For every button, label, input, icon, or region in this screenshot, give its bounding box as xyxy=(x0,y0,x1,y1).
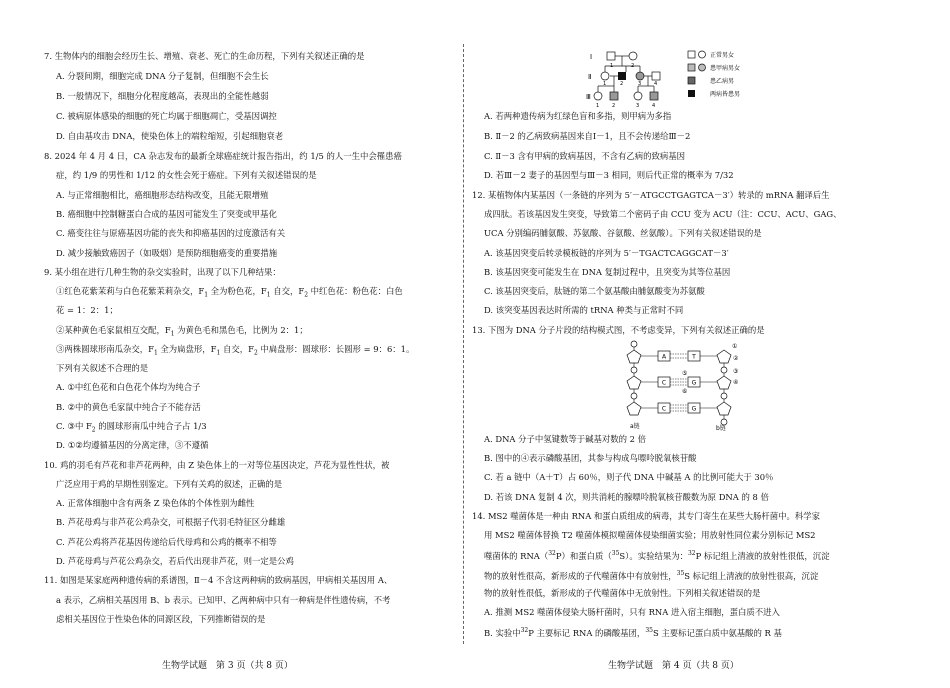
dna-base: C xyxy=(661,379,667,387)
strand-a-label: a链 xyxy=(630,423,640,430)
phosphate-left xyxy=(631,393,637,399)
q7-option-b: B. 一般情况下，细胞分化程度越高，表现出的全能性越弱 xyxy=(56,91,269,101)
q13-stem: 13. 下图为 DNA 分子片段的结构模式图，不考虑变异，下列有关叙述正确的是 xyxy=(472,325,765,335)
q14-stem-2: 用 MS2 噬菌体替换 T2 噬菌体模拟噬菌体侵染细菌实验；用放射性同位素分别标记 MS2 xyxy=(484,530,816,540)
right-page xyxy=(472,0,876,688)
pedigree-III-1 xyxy=(594,92,602,100)
q10-option-a: A. 正常体细胞中含有两条 Z 染色体的个体性别为雌性 xyxy=(56,498,255,508)
phosphate-right xyxy=(721,393,727,399)
q12-stem-1: 12. 某植物体内某基因（一条链的序列为 5′－ATGCCTGAGTCA－3′）转录的 mRNA 翻译后生 xyxy=(472,190,830,200)
pedigree-III-4 xyxy=(650,92,658,100)
pedigree-chart xyxy=(588,48,788,108)
q10-stem-1: 10. 鸡的羽毛有芦花和非芦花两种，由 Z 染色体上的一对等位基因决定，芦花为显性性状，被 xyxy=(44,460,390,470)
dna-number: ④ xyxy=(733,379,739,386)
q9-stem: 9. 某小组在进行几种生物的杂交实验时，出现了以下几种结果： xyxy=(44,267,281,277)
pedigree-num: 1 xyxy=(603,81,607,87)
dna-number: ① xyxy=(732,343,738,350)
pedigree-III-3 xyxy=(634,92,642,100)
q9-option-d: D. ①②均遵循基因的分离定律，③不遵循 xyxy=(56,440,209,450)
sugar-right xyxy=(717,402,731,415)
q11-option-d: D. 若Ⅲ－2 妻子的基因型与Ⅲ－3 相同，则后代正常的概率为 7/32 xyxy=(484,170,734,180)
q12-stem-3: UCA 分别编码脯氨酸、苏氨酸、谷氨酸、丝氨酸）。下列有关叙述错误的是 xyxy=(484,228,762,238)
pedigree-II-4 xyxy=(652,72,660,80)
q8-option-c: C. 癌变往往与原癌基因功能的丧失和抑癌基因的过度激活有关 xyxy=(56,228,286,238)
q14-option-a: A. 推测 MS2 噬菌体侵染大肠杆菌时，只有 RNA 进入宿主细胞，蛋白质不进入 xyxy=(484,607,780,617)
q9-option-c: C. ③中 $F_2$ 的圆球形南瓜中纯合子占 1/3 xyxy=(56,421,207,434)
page-footer-left: 生物学试题 第 3 页（共 8 页） xyxy=(162,661,293,671)
pedigree-gen-1-label: Ⅰ xyxy=(590,53,593,61)
q10-option-d: D. 芦花母鸡与芦花公鸡杂交，若后代出现非芦花，则一定是公鸡 xyxy=(56,556,294,566)
column-divider xyxy=(463,44,464,644)
q9-result-1-cont: 花 = 1：2：1； xyxy=(56,305,118,315)
q9-ask: 下列有关叙述不合理的是 xyxy=(56,363,149,373)
q7-option-c: C. 被病原体感染的细胞的死亡均属于细胞凋亡，受基因调控 xyxy=(56,111,277,121)
sugar-right xyxy=(717,376,731,389)
q7-option-a: A. 分裂间期，细胞完成 DNA 分子复制，但细胞不会生长 xyxy=(56,71,269,81)
legend-label: 两病皆患男 xyxy=(710,91,741,98)
q11-stem-2: a 表示，乙病相关基因用 B、b 表示。已知甲、乙两种病中只有一种病是伴性遗传病，不考 xyxy=(56,595,391,605)
q9-option-b: B. ②中的黄色毛家鼠中纯合子不能存活 xyxy=(56,402,201,412)
left-page xyxy=(44,0,442,688)
legend-label: 正常男女 xyxy=(710,52,735,59)
dna-diagram xyxy=(620,338,740,430)
legend-normal-female xyxy=(699,51,706,58)
q9-result-3: ③两株圆球形南瓜杂交，$F_1$ 全为扁盘形，$F_1$ 自交，$F_2$ 中扁盘形：圆球形：长圆形 = 9：6：1。 xyxy=(56,344,415,357)
q12-option-a: A. 该基因突变后转录模板链的序列为 5′－TGACTCAGGCAT－3′ xyxy=(484,248,729,258)
pedigree-num: 2 xyxy=(612,103,616,109)
dna-base: G xyxy=(691,379,697,387)
q13-option-d: D. 若该 DNA 复制 4 次，则共消耗的腺嘌呤脱氧核苷酸数为原 DNA 的 8 倍 xyxy=(484,492,769,502)
q12-option-b: B. 该基因突变可能发生在 DNA 复制过程中，且突变为其等位基因 xyxy=(484,267,731,277)
q14-stem-3: 噬菌体的 RNA（$^{32}$P）和蛋白质（$^{35}$S）。实验结果为：$^{32}$P 标记组上清液的放射性很低，沉淀 xyxy=(484,550,830,561)
q8-option-d: D. 减少接触致癌因子（如吸烟）是预防细胞癌变的重要措施 xyxy=(56,248,278,258)
q12-option-d: D. 该突变基因表达时所需的 tRNA 种类与正常时不同 xyxy=(484,305,684,315)
q7-option-d: D. 自由基攻击 DNA，使染色体上的端粒缩短，引起细胞衰老 xyxy=(56,131,284,141)
q8-option-a: A. 与正常细胞相比，癌细胞形态结构改变，且能无限增殖 xyxy=(56,190,269,200)
q14-stem-1: 14. MS2 噬菌体是一种由 RNA 和蛋白质组成的病毒，其专门寄生在某些大肠杆菌中。科学家 xyxy=(472,511,821,521)
page-footer-right: 生物学试题 第 4 页（共 8 页） xyxy=(608,661,739,671)
sugar-left xyxy=(627,350,641,363)
legend-label: 患甲病男女 xyxy=(710,65,741,72)
q11-option-a: A. 若两种遗传病为红绿色盲和多指，则甲病为多指 xyxy=(484,111,672,121)
legend-a-male xyxy=(688,64,695,71)
dna-number: ③ xyxy=(733,368,739,375)
sugar-right xyxy=(717,350,731,363)
pedigree-num: 1 xyxy=(610,63,614,69)
sugar-left xyxy=(627,376,641,389)
legend-a-female xyxy=(699,64,706,71)
strand-b-label: b链 xyxy=(716,425,726,432)
q11-option-b: B. Ⅱ－2 的乙病致病基因来自Ⅰ－1，且不会传递给Ⅲ－2 xyxy=(484,131,691,141)
legend-normal-male xyxy=(688,51,695,58)
q14-stem-4: 物的放射性很高，新形成的子代噬菌体中有放射性，$^{35}$S 标记组上清液的放射性很高，沉淀 xyxy=(484,570,819,581)
q12-stem-2: 成四肽。若该基因发生突变，导致第二个密码子由 CCU 变为 ACU（注：CCU、ACU、GAG、 xyxy=(484,209,842,219)
dna-base: A xyxy=(661,353,667,361)
q9-result-2: ②某种黄色毛家鼠相互交配，$F_1$ 为黄色毛和黑色毛，比例为 2：1； xyxy=(56,325,308,338)
q12-option-c: C. 该基因突变后，肽链的第二个氨基酸由脯氨酸变为苏氨酸 xyxy=(484,286,705,296)
phosphate-right xyxy=(721,367,727,373)
pedigree-II-3 xyxy=(636,72,644,80)
q14-stem-5: 物的放射性很低，新形成的子代噬菌体中无放射性。下列相关叙述错误的是 xyxy=(484,588,761,598)
pedigree-num: 3 xyxy=(638,81,642,87)
dna-number: ② xyxy=(733,355,739,362)
pedigree-num: 2 xyxy=(620,81,624,87)
dna-number: ⑤ xyxy=(682,370,688,377)
dna-base: C xyxy=(661,405,667,413)
pedigree-III-2 xyxy=(610,92,618,100)
q11-stem-3: 虑相关基因位于性染色体的同源区段，下列推断错误的是 xyxy=(56,614,266,624)
pedigree-num: 4 xyxy=(654,81,658,87)
q7-stem: 7. 生物体内的细胞会经历生长、增殖、衰老、死亡的生命历程，下列有关叙述正确的是 xyxy=(44,51,365,61)
dna-base: T xyxy=(692,353,696,361)
pedigree-num: 4 xyxy=(652,103,656,109)
q8-stem-2: 症，约 1/9 的男性和 1/12 的女性会死于癌症。下列有关叙述错误的是 xyxy=(56,170,317,180)
pedigree-II-2 xyxy=(618,72,626,80)
legend-label: 患乙病男 xyxy=(710,78,735,85)
q9-result-1: ①红色花紫茉莉与白色花紫茉莉杂交，$F_1$ 全为粉色花，$F_1$ 自交，$F_2$ 中红色花：粉色花：白色 xyxy=(56,286,403,299)
q8-stem-1: 8. 2024 年 4 月 4 日，CA 杂志发布的最新全球癌症统计报告指出，约 1/5 的人一生中会罹患癌 xyxy=(44,151,402,161)
dna-number: ⑥ xyxy=(682,388,688,395)
q10-option-c: C. 芦花公鸡将芦花基因传递给后代母鸡和公鸡的概率不相等 xyxy=(56,537,277,547)
q13-option-b: B. 图中的④表示磷酸基团，其参与构成鸟嘌呤脱氧核苷酸 xyxy=(484,453,697,463)
legend-b-male xyxy=(688,77,695,84)
q11-stem-1: 11. 如图是某家庭两种遗传病的系谱图，Ⅱ－4 不含这两种病的致病基因，甲病相关基因用 A、 xyxy=(44,575,393,585)
pedigree-num: 1 xyxy=(596,103,600,109)
pedigree-I-2 xyxy=(629,52,637,60)
legend-both-male xyxy=(688,90,695,97)
pedigree-num: 2 xyxy=(631,63,635,69)
q13-option-a: A. DNA 分子中氢键数等于碱基对数的 2 倍 xyxy=(484,434,647,444)
pedigree-num: 3 xyxy=(636,103,640,109)
pedigree-gen-2-label: Ⅱ xyxy=(588,73,592,81)
phosphate-left xyxy=(631,367,637,373)
phosphate-left xyxy=(631,341,637,347)
q9-option-a: A. ①中红色花和白色花个体均为纯合子 xyxy=(56,382,201,392)
q10-stem-2: 广泛应用于鸡的早期性别鉴定。下列有关鸡的叙述，正确的是 xyxy=(56,479,283,489)
q10-option-b: B. 芦花母鸡与非芦花公鸡杂交，可根据子代羽毛特征区分雌雄 xyxy=(56,517,286,527)
sugar-left xyxy=(627,402,641,415)
pedigree-II-1 xyxy=(601,72,609,80)
dna-base: G xyxy=(691,405,697,413)
q14-option-b: B. 实验中$^{32}$P 主要标记 RNA 的磷酸基团，$^{35}$S 主要标记蛋白质中氨基酸的 R 基 xyxy=(484,627,782,638)
q8-option-b: B. 癌细胞中控制糖蛋白合成的基因可能发生了突变或甲基化 xyxy=(56,209,277,219)
q11-option-c: C. Ⅱ－3 含有甲病的致病基因，不含有乙病的致病基因 xyxy=(484,151,685,161)
q13-option-c: C. 若 a 链中（A＋T）占 60％，则子代 DNA 中碱基 A 的比例可能大于 30％ xyxy=(484,472,774,482)
pedigree-I-1 xyxy=(607,52,615,60)
pedigree-gen-3-label: Ⅲ xyxy=(586,93,591,101)
